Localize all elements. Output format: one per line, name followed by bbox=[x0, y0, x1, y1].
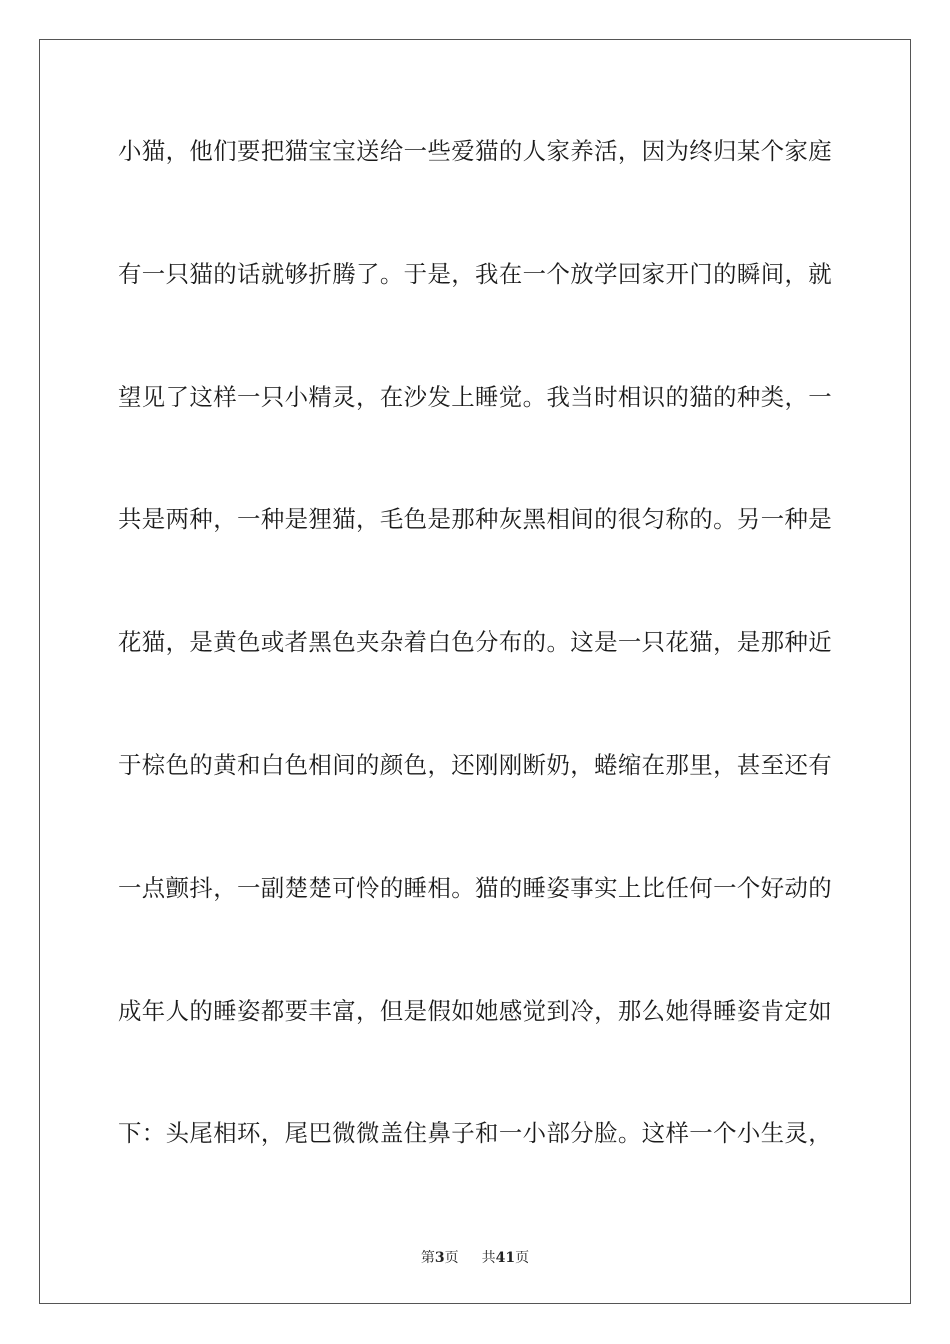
page-number-label bbox=[421, 1247, 459, 1267]
text-line-2: 有一只猫的话就够折腾了。于是，我在一个放学回家开门的瞬间，就 bbox=[118, 259, 832, 288]
text-line-4: 共是两种，一种是狸猫，毛色是那种灰黑相间的很匀称的。另一种是 bbox=[118, 505, 832, 534]
text-line-1: 小猫，他们要把猫宝宝送给一些爱猫的人家养活，因为终归某个家庭 bbox=[118, 137, 832, 165]
total-pages-number: 41 bbox=[495, 1250, 516, 1266]
page-suffix: 页 bbox=[444, 1250, 459, 1266]
page-prefix: 第 bbox=[420, 1250, 435, 1266]
total-pages-label bbox=[482, 1247, 529, 1267]
total-prefix: 共 bbox=[481, 1250, 496, 1266]
text-line-9: 下：头尾相环，尾巴微微盖住鼻子和一小部分脸。这样一个小生灵， bbox=[118, 1119, 832, 1148]
text-line-6: 于棕色的黄和白色相间的颜色，还刚刚断奶，蜷缩在那里，甚至还有 bbox=[118, 750, 832, 779]
document-body bbox=[118, 125, 832, 1230]
text-line-5: 花猫，是黄色或者黑色夹杂着白色分布的。这是一只花猫，是那种近 bbox=[118, 628, 832, 657]
total-suffix: 页 bbox=[515, 1250, 530, 1266]
current-page-number: 3 bbox=[434, 1250, 445, 1266]
text-line-7: 一点颤抖，一副楚楚可怜的睡相。猫的睡姿事实上比任何一个好动的 bbox=[118, 873, 832, 902]
page-footer bbox=[0, 1247, 950, 1267]
text-line-8: 成年人的睡姿都要丰富，但是假如她感觉到冷，那么她得睡姿肯定如 bbox=[118, 996, 832, 1025]
text-line-3: 望见了这样一只小精灵，在沙发上睡觉。我当时相识的猫的种类，一 bbox=[118, 382, 832, 411]
